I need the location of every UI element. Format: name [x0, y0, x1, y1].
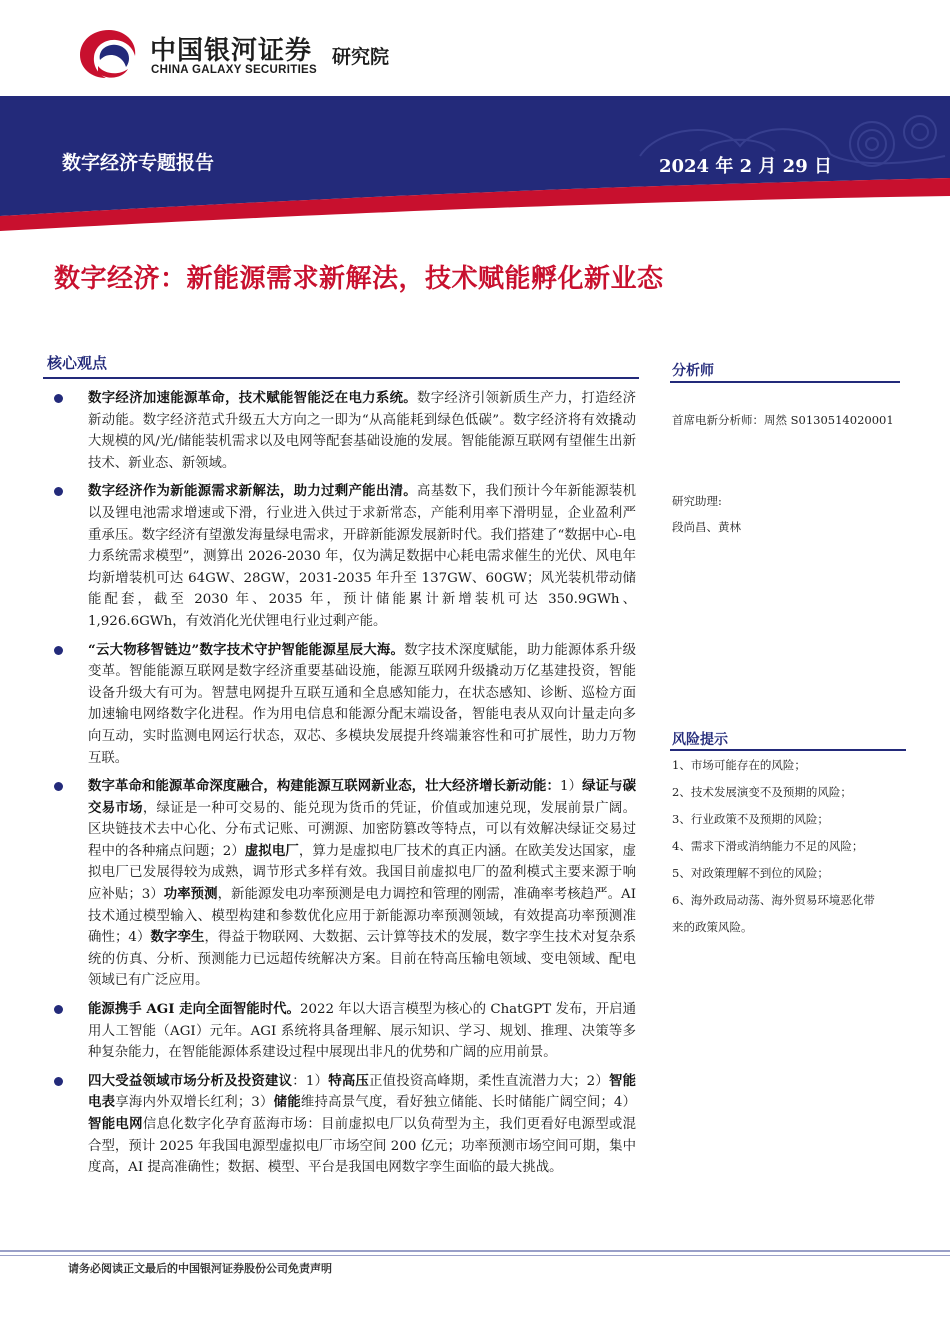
point-body-text: ，得益于物联网、大数据、云计算等技术的发展，数字孪生技术对复杂系统的仿真、分析、预测能力已远超传统解决方案。目前在特高压输电领域、变电领域、配电领域已有广泛应用。: [88, 930, 637, 989]
risk-item: 5、对政策理解不到位的风险；: [672, 866, 829, 880]
point-keyword: 数字孪生: [150, 929, 205, 946]
point-body-text: ，绿证是一种可交易的、能兑现为货币的凭证，价值或加速兑现，发展前景广阔。区块链技术去中心化、分布式记账、可溯源、加密防篡改等特点，可以有效解决绿证交易过程中的各种痛点问题；2）: [88, 800, 637, 859]
bullet-icon: [54, 487, 63, 496]
footer-divider-thin: [0, 1255, 950, 1256]
core-point: [50, 388, 636, 474]
point-keyword: 功率预测: [163, 886, 218, 903]
risk-divider: [670, 749, 906, 751]
bullet-icon: [54, 782, 63, 791]
galaxy-logo-icon: [78, 28, 140, 80]
point-body: 2022 年以大语言模型为核心的 ChatGPT 发布，开启通用人工智能（AGI）元年。AGI 系统将具备理解、展示知识、学习、规划、推理、决策等多种复杂能力，在智能能源体系建设过程中展现出非凡的优势和广阔的应用前景。: [88, 1002, 636, 1061]
point-body-text: 1）: [560, 779, 583, 795]
point-body-text: 正值投资高峰期，柔性直流潜力大；2）: [369, 1073, 609, 1089]
point-headline: 能源携手 AGI 走向全面智能时代。: [88, 1001, 300, 1018]
point-keyword: 虚拟电厂: [244, 842, 299, 859]
footer-divider: [0, 1250, 950, 1252]
point-body-text: ，新能源发电功率预测是电力调控和管理的刚需，准确率考核趋严。AI 技术通过模型输入、模型构建和参数优化应用于新能源功率预测领域，有效提高功率预测准确性；4）: [88, 887, 636, 946]
core-point: [50, 481, 636, 632]
point-body-text: 信息化数字化孕育蓝海市场：目前虚拟电厂以负荷型为主，我们更看好电源型或混合型，预计 2025 年我国电源型虚拟电厂市场空间 200 亿元；功率预测市场空间可期，集中度高，AI 提高准确性；数据、模型、平台是我国电网数字孪生面临的最大挑战。: [88, 1117, 637, 1176]
core-point: [50, 640, 636, 770]
core-point: [50, 1071, 636, 1179]
point-keyword: 智能电网: [88, 1116, 143, 1132]
chief-analyst: 首席电新分析师：周然 S0130514020001: [672, 413, 894, 427]
risk-heading: 风险提示: [672, 732, 728, 748]
analyst-heading: 分析师: [672, 363, 714, 379]
risk-item: 3、行业政策不及预期的风险；: [672, 812, 829, 826]
point-body: 数字技术深度赋能，助力能源体系升级变革。智能能源互联网是数字经济重要基础设施，能源互联网升级撬动万亿基建投资，智能设备升级大有可为。智慧电网提升互联互通和全息感知能力，在状态感知、诊断、巡检方面加速输电网络数字化进程。作为用电信息和能源分配末端设备，智能电表从双向计量走向多向互动，实时监测电网运行状态，双芯、多模块发展提升终端兼容性和可扩展性，助力万物互联。: [88, 642, 637, 766]
core-views-list: [50, 388, 636, 1186]
point-headline: 数字革命和能源革命深度融合，构建能源互联网新业态，壮大经济增长新动能：: [88, 778, 561, 795]
risk-item: 1、市场可能存在的风险；: [672, 758, 806, 772]
point-headline: 四大受益领域市场分析及投资建议: [88, 1072, 293, 1089]
point-body-text: ，算力是虚拟电厂技术的真正内涵。在欧美发达国家，虚拟电厂已发展得较为成熟，调节形式多样有效。我国目前虚拟电厂的盈利模式主要来源于响应补贴；3）: [88, 843, 637, 903]
point-body-text: 享海内外双增长红利；3）: [115, 1095, 274, 1111]
risk-item: 2、技术发展演变不及预期的风险；: [672, 785, 852, 799]
footer-disclaimer: 请务必阅读正文最后的中国银河证券股份公司免责声明: [68, 1262, 332, 1275]
assistant-label: 研究助理:: [672, 494, 722, 508]
core-point: [50, 776, 636, 992]
bullet-icon: [54, 394, 63, 403]
risk-item: 来的政策风险。: [672, 920, 753, 934]
assistant-names: 段尚昌、黄林: [672, 520, 741, 534]
point-body: 数字经济引领新质生产力，打造经济新动能。数字经济范式升级五大方向之一即为“从高能耗到绿色低碳”。数字经济将有效撬动大规模的风/光/储能装机需求以及电网等配套基础设施的发展。智能能源互联网有望催生出新技术、新业态、新领域。: [88, 391, 637, 471]
report-date: 2024 年 2 月 29 日: [658, 156, 832, 177]
company-logo: [78, 24, 438, 84]
bullet-icon: [54, 1005, 63, 1014]
point-keyword: 特高压: [328, 1072, 370, 1089]
core-views-heading: 核心观点: [47, 354, 108, 372]
point-body-text: ：1）: [292, 1073, 329, 1089]
analyst-divider: [670, 381, 900, 383]
core-point: [50, 999, 636, 1064]
report-title: 数字经济：新能源需求新解法，技术赋能孵化新业态: [54, 264, 664, 294]
point-headline: 数字经济加速能源革命，技术赋能智能泛在电力系统。: [88, 390, 417, 406]
institute-label: 研究院: [332, 46, 390, 68]
logo-english-name: CHINA GALAXY SECURITIES: [151, 64, 318, 76]
point-body: 高基数下，我们预计今年新能源装机以及锂电池需求增速或下滑，行业进入供过于求新常态，产能利用率下滑明显，企业盈利严重承压。数字经济有望激发海量绿电需求，开辟新能源发展新时代。我们搭建了“数据中心-电力系统需求模型”，测算出 2026-2030 年，仅为满足数据中心耗电需求催生的光伏、风电年均新增装机可达 64GW、28GW，2031-2035 年升至 137GW、60GW；风光装机带动储能配套，截至 2030 年、2035 年，预计储能累计新增装机可达 350.9GWh、1,926.6GWh，有效消化光伏锂电行业过剩产能。: [88, 484, 637, 629]
point-body-text: 维持高景气度，看好独立储能、长时储能广阔空间；4）: [300, 1095, 637, 1111]
report-type: 数字经济专题报告: [62, 152, 215, 174]
risk-item: 4、需求下滑或消纳能力不足的风险；: [672, 839, 864, 853]
point-keyword: 绿证与碳交易市场: [88, 778, 637, 816]
logo-chinese-name: 中国银河证券: [150, 36, 313, 66]
bullet-icon: [54, 1077, 63, 1086]
point-headline: “云大物移智链边”数字技术守护智能能源星辰大海。: [88, 641, 405, 658]
risk-item: 6、海外政局动荡、海外贸易环境恶化带: [672, 893, 875, 907]
bullet-icon: [54, 646, 63, 655]
point-keyword: 储能: [273, 1094, 301, 1111]
core-views-divider: [43, 377, 639, 379]
report-banner: [0, 96, 950, 231]
point-keyword: 智能电表: [88, 1072, 637, 1111]
risk-list: [672, 752, 902, 941]
point-headline: 数字经济作为新能源需求新解法，助力过剩产能出清。: [88, 483, 417, 500]
